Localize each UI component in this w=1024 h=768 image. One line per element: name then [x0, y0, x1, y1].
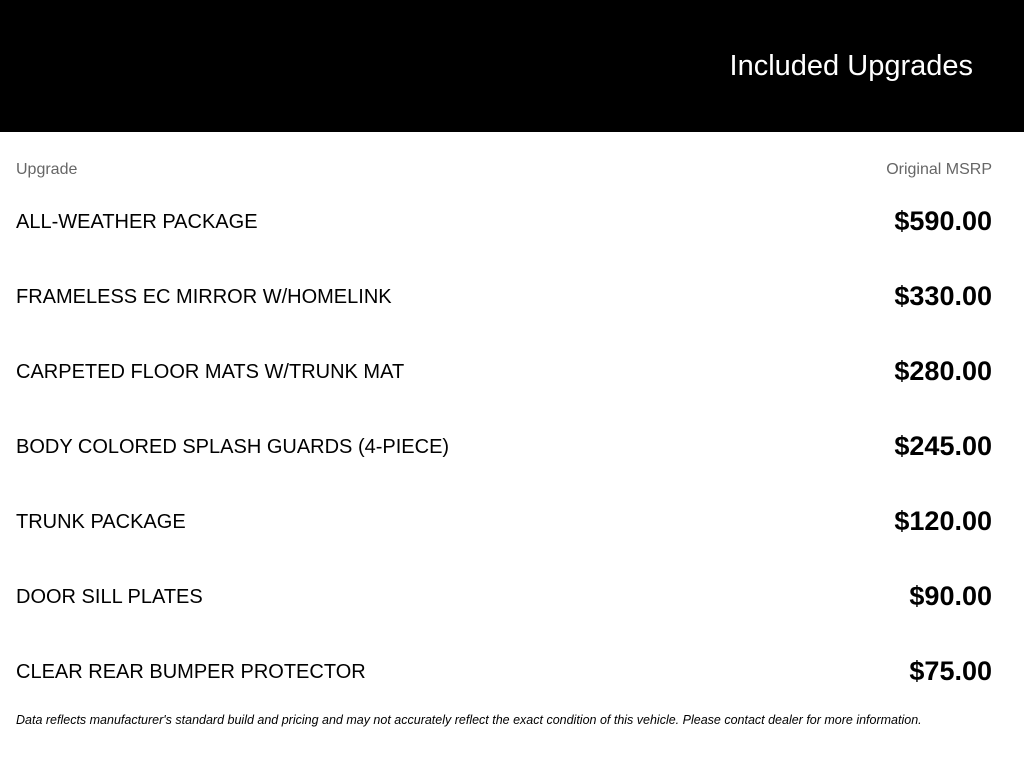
upgrade-name: BODY COLORED SPLASH GUARDS (4-PIECE) — [16, 436, 450, 458]
table-row — [16, 635, 992, 710]
page-title: Included Upgrades — [729, 50, 973, 82]
upgrade-name: CARPETED FLOOR MATS W/TRUNK MAT — [16, 361, 405, 383]
upgrade-price: $75.00 — [909, 656, 992, 686]
upgrade-price: $280.00 — [894, 356, 992, 386]
upgrade-price: $330.00 — [894, 281, 992, 311]
upgrade-name: TRUNK PACKAGE — [16, 511, 186, 533]
column-header-upgrade: Upgrade — [16, 161, 78, 178]
upgrade-name: DOOR SILL PLATES — [16, 586, 203, 608]
table-row — [16, 560, 992, 635]
table-row — [16, 185, 992, 260]
upgrade-price: $245.00 — [894, 431, 992, 461]
upgrade-price: $590.00 — [894, 206, 992, 236]
upgrades-table — [16, 155, 992, 686]
table-row — [16, 410, 992, 485]
table-body — [16, 185, 992, 710]
upgrade-price: $90.00 — [909, 581, 992, 611]
pricing-disclaimer: Data reflects manufacturer's standard build and pricing and may not accurately reflect the exact condition of this vehicle. Please contact dealer for more information. — [16, 713, 922, 727]
upgrade-name: CLEAR REAR BUMPER PROTECTOR — [16, 661, 366, 683]
table-row — [16, 335, 992, 410]
table-header-row — [16, 155, 992, 185]
upgrade-price: $120.00 — [894, 506, 992, 536]
page-header — [0, 0, 1024, 132]
upgrade-name: FRAMELESS EC MIRROR W/HOMELINK — [16, 286, 392, 308]
column-header-msrp: Original MSRP — [886, 161, 992, 178]
upgrade-name: ALL-WEATHER PACKAGE — [16, 211, 258, 233]
table-row — [16, 485, 992, 560]
table-row — [16, 260, 992, 335]
